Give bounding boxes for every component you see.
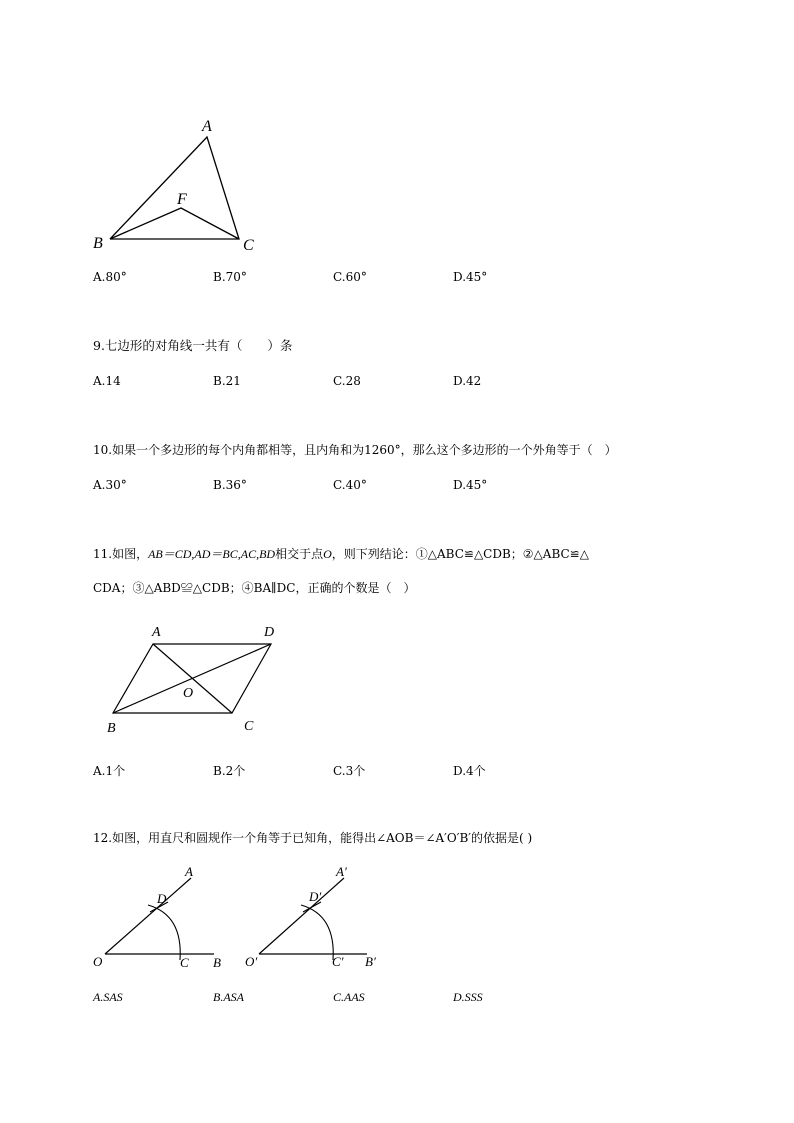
q11-stem-mid: 相交于点 bbox=[275, 547, 324, 561]
q10-option-a[interactable]: A.30° bbox=[93, 478, 127, 492]
q8-option-c[interactable]: C.60° bbox=[333, 270, 367, 284]
q11-option-b[interactable]: B.2个 bbox=[213, 764, 246, 778]
label-b: B bbox=[213, 955, 221, 970]
label-a: A bbox=[152, 625, 161, 640]
label-a: A bbox=[185, 864, 193, 879]
q12-option-d[interactable] bbox=[453, 990, 483, 1005]
segment-bfc bbox=[110, 208, 239, 239]
label-b: B bbox=[93, 235, 103, 252]
q9-stem: 9.七边形的对角线一共有（ ）条 bbox=[93, 338, 293, 353]
q11-stem-math: AB＝CD,AD＝BC,AC,BD bbox=[148, 547, 276, 561]
q11-option-d[interactable]: D.4个 bbox=[453, 764, 486, 778]
q11-stem-prefix: 11.如图， bbox=[93, 547, 149, 561]
q12-option-b[interactable] bbox=[213, 990, 244, 1005]
parallelogram-figure-q11 bbox=[100, 620, 290, 740]
q12-option-d-text: D.SSS bbox=[453, 990, 483, 1004]
q9-option-d[interactable]: D.42 bbox=[453, 374, 482, 388]
q10-stem: 10.如果一个多边形的每个内角都相等，且内角和为1260°，那么这个多边形的一个外角等于（ ） bbox=[93, 443, 617, 457]
triangle-figure-q8 bbox=[85, 110, 275, 260]
q10-option-d[interactable]: D.45° bbox=[453, 478, 488, 492]
ray-oa bbox=[105, 878, 191, 954]
q8-option-a[interactable]: A.80° bbox=[93, 270, 127, 284]
q12-stem: 12.如图，用直尺和圆规作一个角等于已知角，能得出∠AOB＝∠A′O′B′的依据是( ) bbox=[93, 831, 533, 845]
q11-stem-point-o: O bbox=[323, 547, 332, 561]
q11-option-a[interactable]: A.1个 bbox=[93, 764, 126, 778]
q8-option-b[interactable]: B.70° bbox=[213, 270, 247, 284]
q11-stem-line2: CDA；③△ABD≌△CDB；④BA∥DC，正确的个数是（ ） bbox=[93, 581, 416, 595]
label-b-prime: B′ bbox=[365, 954, 376, 969]
label-f: F bbox=[177, 191, 187, 208]
label-b: B bbox=[107, 721, 116, 736]
label-a: A bbox=[202, 118, 212, 135]
arc-cd bbox=[148, 905, 180, 960]
diagonal-bd bbox=[113, 644, 271, 713]
q8-option-d[interactable]: D.45° bbox=[453, 270, 488, 284]
label-d-prime: D′ bbox=[309, 889, 322, 904]
q9-option-c[interactable]: C.28 bbox=[333, 374, 361, 388]
label-d: D bbox=[264, 625, 275, 640]
q10-option-b[interactable]: B.36° bbox=[213, 478, 247, 492]
angle-construction-figure-q12 bbox=[88, 860, 388, 975]
q12-option-a[interactable] bbox=[93, 990, 123, 1005]
q12-option-b-text: B.ASA bbox=[213, 990, 244, 1004]
q11-stem-line1 bbox=[93, 546, 589, 562]
label-o: O bbox=[183, 686, 194, 701]
q12-option-c-text: C.AAS bbox=[333, 990, 365, 1004]
q9-option-b[interactable]: B.21 bbox=[213, 374, 241, 388]
label-c: C bbox=[180, 955, 189, 970]
arc-c-prime-d-prime bbox=[301, 905, 333, 960]
triangle-abc bbox=[110, 137, 239, 239]
label-o-prime: O′ bbox=[245, 954, 258, 969]
label-c: C bbox=[243, 237, 254, 254]
ray-o-prime-a-prime bbox=[259, 878, 344, 954]
label-c: C bbox=[244, 719, 254, 734]
label-c-prime: C′ bbox=[332, 954, 344, 969]
q11-option-c[interactable]: C.3个 bbox=[333, 764, 366, 778]
q11-stem-suffix: ，则下列结论：①△ABC≌△CDB；②△ABC≌△ bbox=[331, 547, 589, 561]
q12-option-c[interactable] bbox=[333, 990, 365, 1005]
q9-option-a[interactable]: A.14 bbox=[93, 374, 121, 388]
label-o: O bbox=[93, 954, 103, 969]
q12-option-a-text: A.SAS bbox=[93, 990, 123, 1004]
label-a-prime: A′ bbox=[336, 864, 347, 879]
label-d: D bbox=[157, 891, 167, 906]
q10-option-c[interactable]: C.40° bbox=[333, 478, 367, 492]
